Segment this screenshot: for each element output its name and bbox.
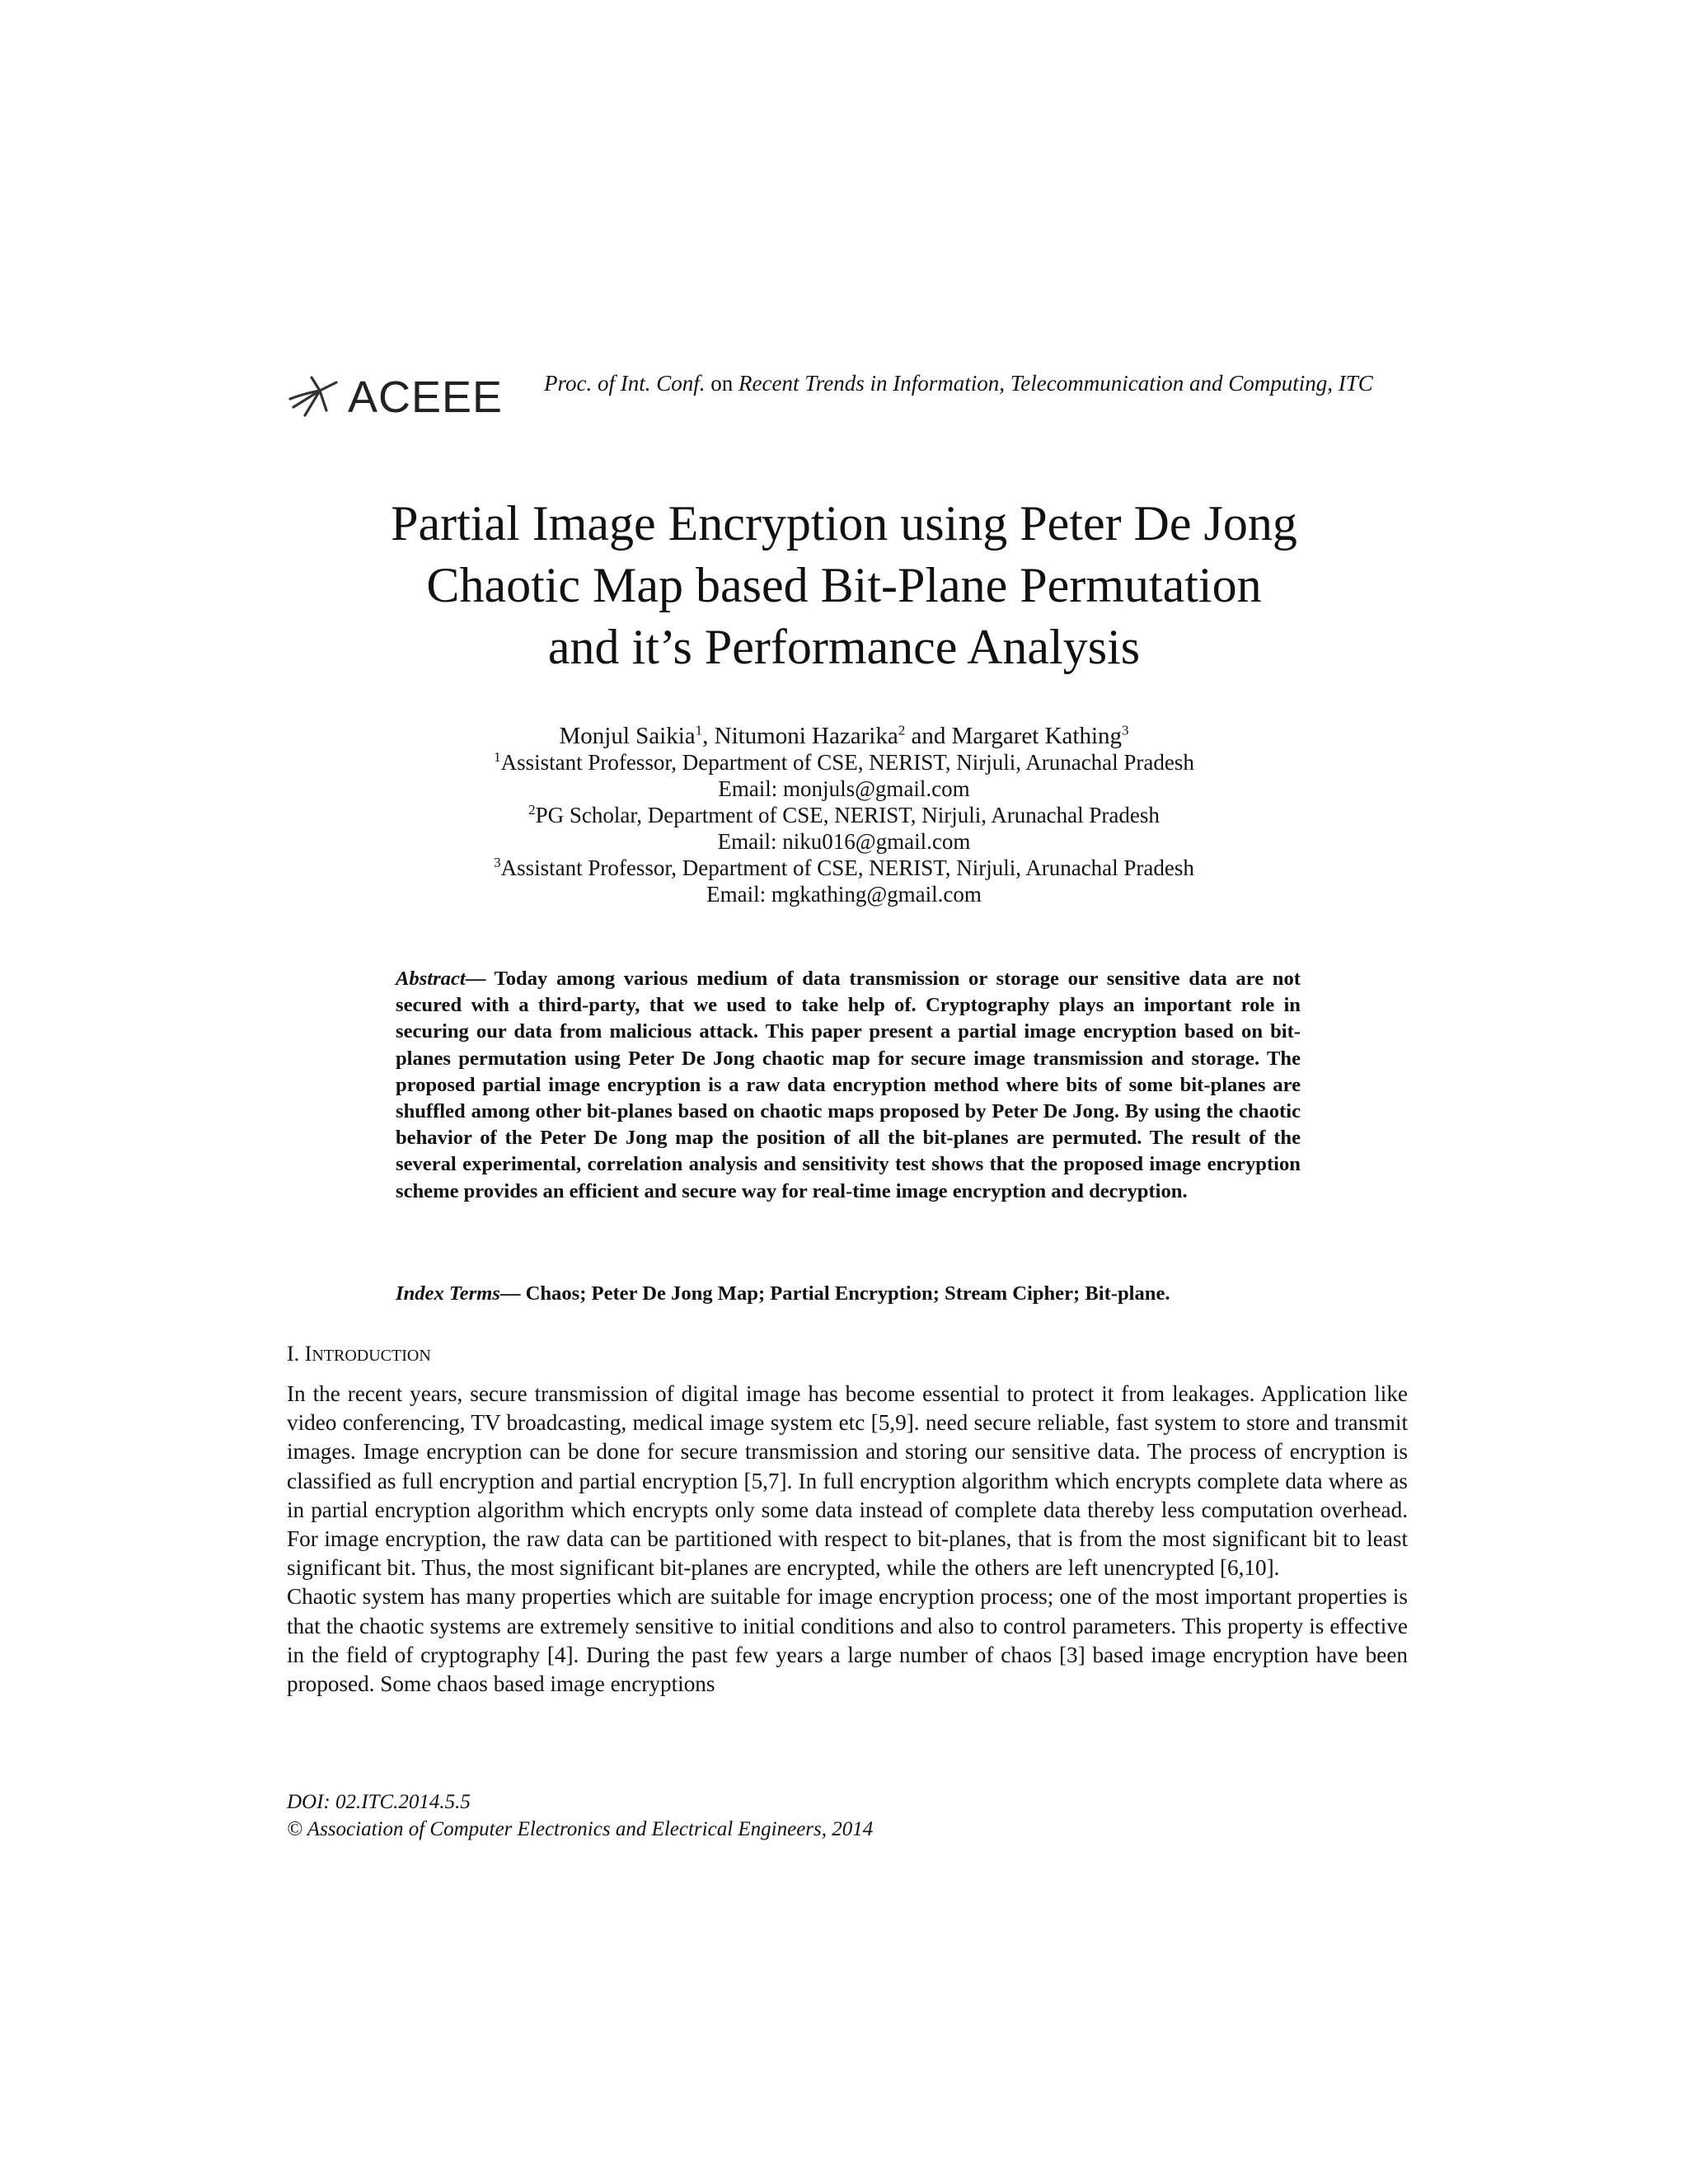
affiliation-sup: 3 (494, 855, 501, 870)
index-terms (396, 1281, 1301, 1307)
author-sup: 1 (695, 722, 703, 738)
title-line: and it’s Performance Analysis (547, 620, 1141, 674)
affiliation (0, 855, 1688, 881)
affiliation-sup: 2 (528, 802, 536, 818)
body-text (287, 1380, 1408, 1699)
author-block (0, 723, 1688, 907)
title-line: Partial Image Encryption using Peter De Jong (391, 496, 1297, 551)
aceee-logo (287, 373, 503, 422)
affiliation-text: PG Scholar, Department of CSE, NERIST, Nirjuli, Arunachal Pradesh (535, 803, 1160, 827)
author-separator: , (702, 723, 715, 749)
author-email: Email: niku016@gmail.com (717, 829, 971, 854)
section-title: NTRODUCTION (312, 1347, 431, 1365)
author-name: Margaret Kathing (951, 723, 1123, 749)
proceedings-prefix: Proc. of Int. Conf. (544, 371, 706, 396)
abstract-label: Abstract (396, 968, 466, 990)
affiliation (0, 749, 1688, 776)
abstract-dash: — (465, 968, 495, 990)
affiliation-sup: 1 (494, 749, 501, 765)
affiliation (0, 802, 1688, 828)
proceedings-on: on (710, 371, 734, 396)
section-numeral: I. I (287, 1342, 312, 1366)
section-heading (287, 1342, 431, 1366)
page-footer (287, 1788, 873, 1843)
copyright: © Association of Computer Electronics and Electrical Engineers, 2014 (287, 1818, 874, 1840)
affiliation-text: Assistant Professor, Department of CSE, NERIST, Nirjuli, Arunachal Pradesh (500, 855, 1194, 880)
abstract-text: Today among various medium of data transmission or storage our sensitive data are not secured with a third-party, that we used to take help of. Cryptography plays an important role in securing our data from malicious attack. This paper present a partial image encryption based on bit-planes permutation using Peter De Jong chaotic map for secure image transmission and storage. The proposed partial image encryption is a raw data encryption method where bits of some bit-planes are shuffled among other bit-planes based on chaotic maps proposed by Peter De Jong. By using the chaotic behavior of the Peter De Jong map the position of all the bit-planes are permuted. The result of the several experimental, correlation analysis and sensitivity test shows that the proposed image encryption scheme provides an efficient and secure way for real-time image encryption and decryption. (396, 968, 1301, 1202)
conference-name: Recent Trends in Information, Telecommunication and Computing, ITC (738, 371, 1373, 396)
index-terms-text: Chaos; Peter De Jong Map; Partial Encryption; Stream Cipher; Bit-plane. (525, 1282, 1170, 1305)
logo-text: ACEEE (348, 373, 504, 422)
abstract (396, 966, 1301, 1205)
author-name: Monjul Saikia (559, 723, 696, 749)
title-line: Chaotic Map based Bit-Plane Permutation (426, 558, 1262, 612)
author-sup: 3 (1122, 722, 1129, 738)
body-paragraph: In the recent years, secure transmission of digital image has become essential to protect it from leakages. Application like video conferencing, TV broadcasting, medical image system etc [5,9]. need secure reliable, fast system to store and transmit images. Image encryption can be done for secure transmission and storing our sensitive data. The process of encryption is classified as full encryption and partial encryption [5,7]. In full encryption algorithm which encrypts complete data where as in partial encryption algorithm which encrypts only some data instead of complete data thereby less computation overhead. For image encryption, the raw data can be partitioned with respect to bit-planes, that is from the most significant bit to least significant bit. Thus, the most significant bit-planes are encrypted, while the others are left unencrypted [6,10]. (287, 1381, 1408, 1581)
index-terms-label: Index Terms (396, 1282, 500, 1305)
author-email: Email: mgkathing@gmail.com (706, 882, 982, 907)
star-logo-icon (287, 374, 341, 420)
affiliation-text: Assistant Professor, Department of CSE, NERIST, Nirjuli, Arunachal Pradesh (500, 750, 1194, 775)
proceedings-line (544, 371, 1418, 396)
author-email: Email: monjuls@gmail.com (718, 776, 970, 801)
author-line (0, 723, 1688, 749)
author-sup: 2 (898, 722, 906, 738)
doi: DOI: 02.ITC.2014.5.5 (287, 1791, 471, 1813)
index-terms-dash: — (499, 1282, 526, 1305)
paper-title (0, 493, 1688, 678)
body-paragraph: Chaotic system has many properties which are suitable for image encryption process; one of the most important properties is that the chaotic systems are extremely sensitive to initial conditions and also to control parameters. This property is effective in the field of cryptography [4]. During the past few years a large number of chaos [3] based image encryption have been proposed. Some chaos based image encryptions (287, 1584, 1408, 1697)
author-separator: and (905, 723, 952, 749)
author-name: Nitumoni Hazarika (714, 723, 898, 749)
